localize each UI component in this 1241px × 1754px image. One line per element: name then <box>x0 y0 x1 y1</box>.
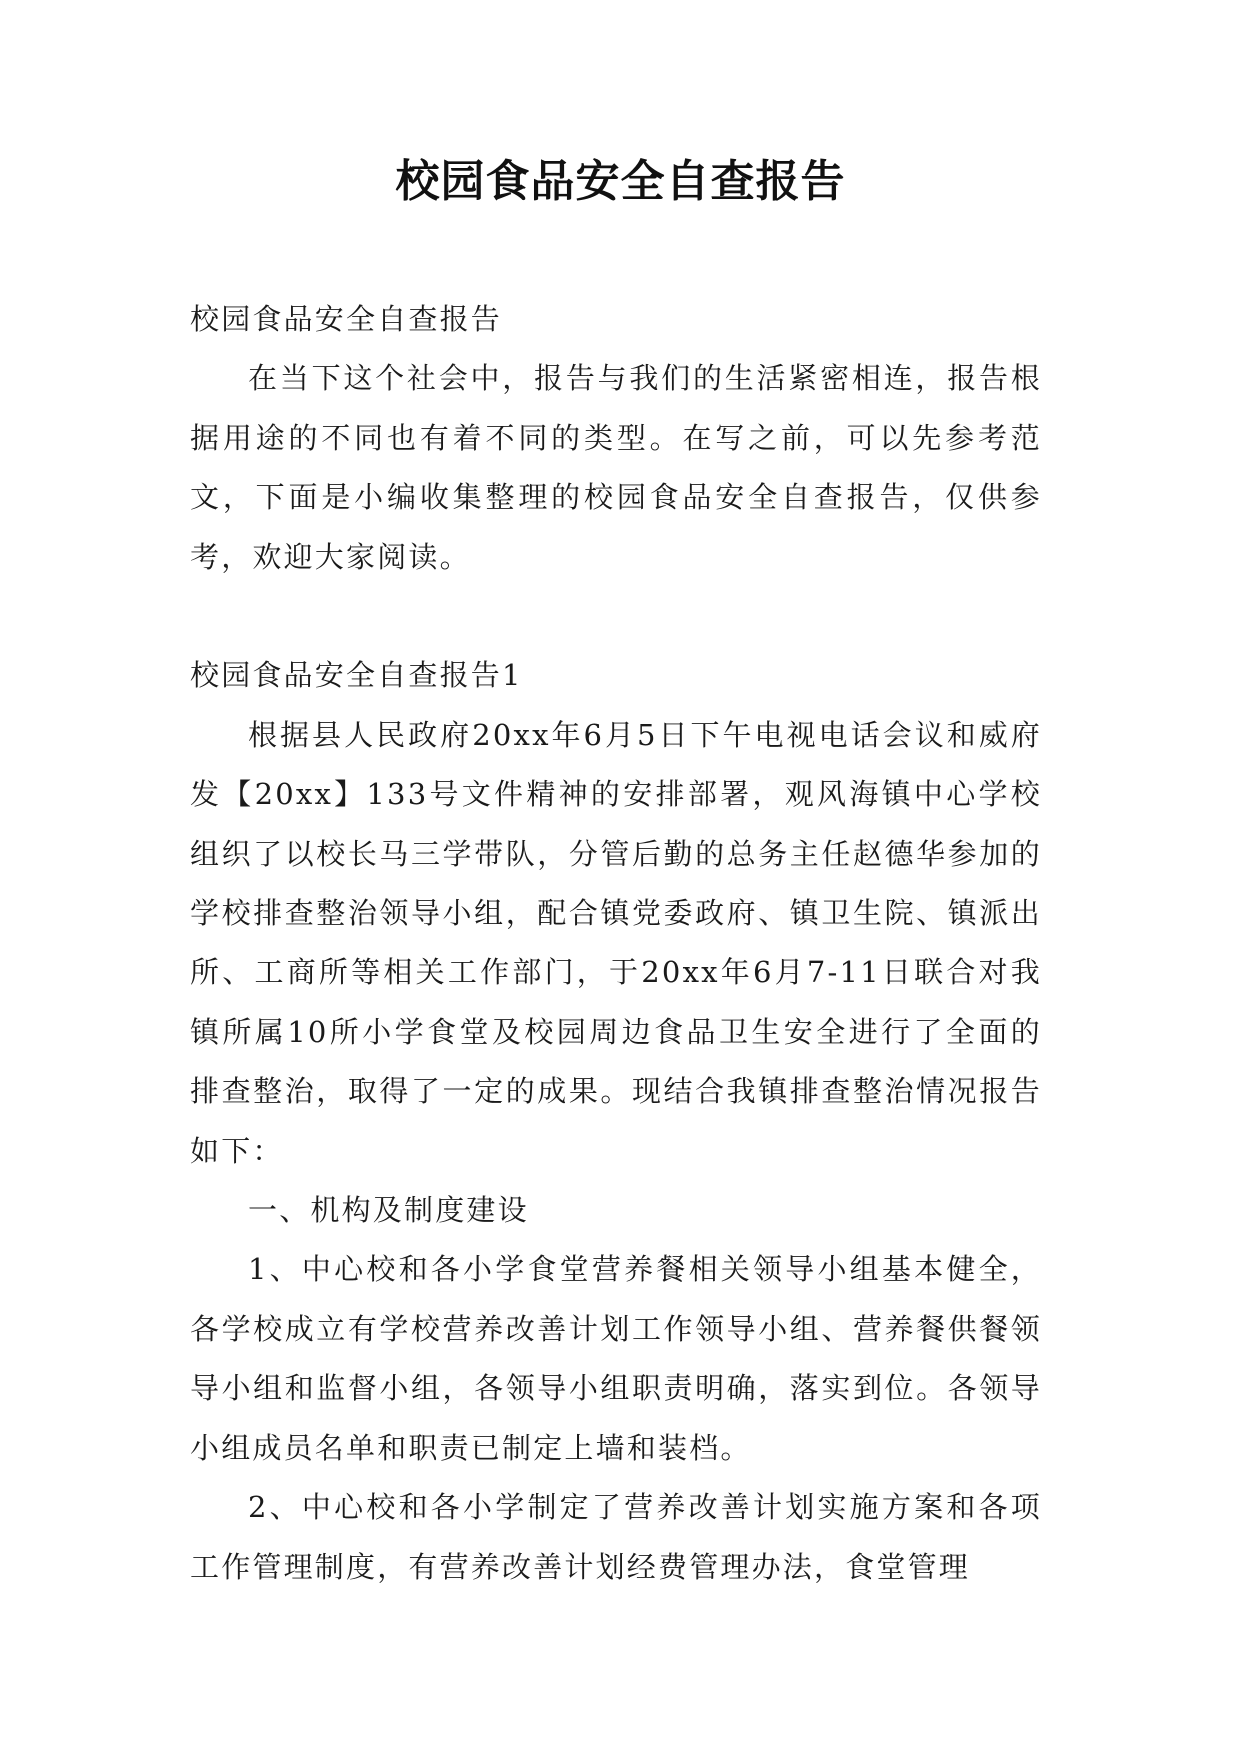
document-heading: 校园食品安全自查报告 <box>190 302 503 336</box>
section-heading: 校园食品安全自查报告1 <box>190 658 523 693</box>
section-paragraph: 根据县人民政府20xx年6月5日下午电视电话会议和威府发【20xx】133号文件精神的安排部署，观风海镇中心学校组织了以校长马三学带队，分管后勤的总务主任赵德华参加的学校排查整治领导小组，配合镇党委政府、镇卫生院、镇派出所、工商所等相关工作部门，于20xx年6月7-11日联合对我镇所属10所小学食堂及校园周边食品卫生安全进行了全面的排查整治，取得了一定的成果。现结合我镇排查整治情况报告如下： <box>190 717 1042 1168</box>
paragraph-gap <box>190 587 1042 646</box>
intro-paragraph: 在当下这个社会中，报告与我们的生活紧密相连，报告根据用途的不同也有着不同的类型。在写之前，可以先参考范文，下面是小编收集整理的校园食品安全自查报告，仅供参考，欢迎大家阅读。 <box>190 361 1042 574</box>
document-title: 校园食品安全自查报告 <box>395 156 846 207</box>
document-body <box>190 290 1042 1597</box>
subsection-heading: 一、机构及制度建设 <box>248 1193 529 1228</box>
list-item: 2、中心校和各小学制定了营养改善计划实施方案和各项工作管理制度，有营养改善计划经费管理办法，食堂管理 <box>190 1490 1042 1584</box>
list-item: 1、中心校和各小学食堂营养餐相关领导小组基本健全，各学校成立有学校营养改善计划工作领导小组、营养餐供餐领导小组和监督小组，各领导小组职责明确，落实到位。各领导小组成员名单和职责已制定上墙和装档。 <box>190 1252 1042 1465</box>
